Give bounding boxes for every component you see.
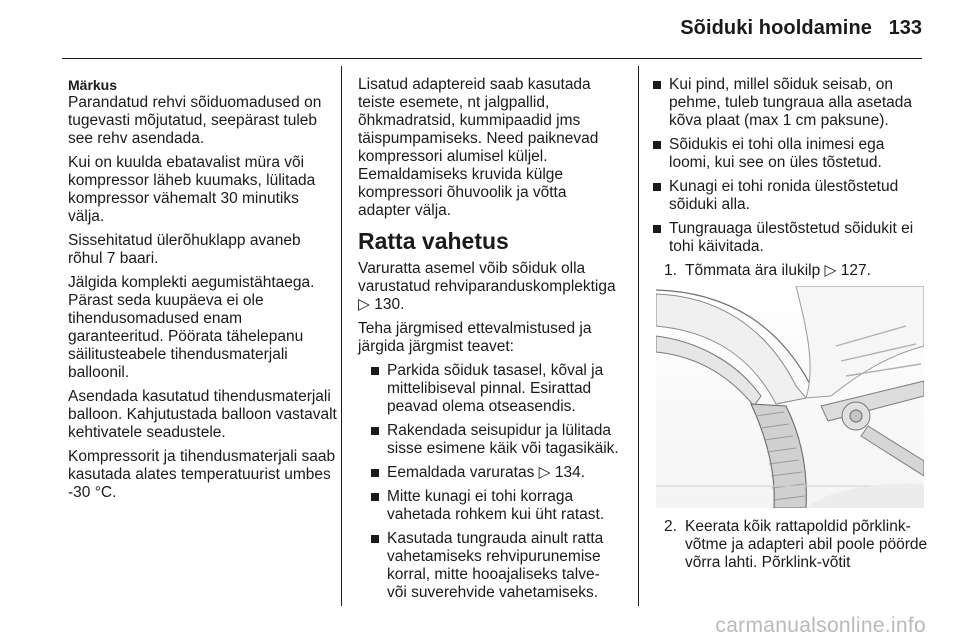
step-number: 2. — [664, 518, 677, 535]
list-item — [652, 220, 930, 256]
bullet-square-icon — [371, 535, 379, 543]
paragraph: Parandatud rehvi sõiduomadused on tugevasti mõjutatud, seepärast tuleb see rehv asendada. — [68, 94, 322, 147]
section-heading: Ratta vahetus — [358, 228, 509, 254]
note-title: Märkus — [68, 77, 118, 93]
page-header — [0, 0, 960, 62]
step-item — [652, 518, 930, 572]
bullet-square-icon — [653, 141, 661, 149]
bullet-square-icon — [653, 81, 661, 89]
bullet-square-icon — [371, 493, 379, 501]
paragraph: Kompressorit ja tihendusmaterjali saab kasutada alates temperatuurist umbes -30 °C. — [68, 448, 336, 501]
list-item-text: Sõidukis ei tohi olla inimesi ega loomi, kui see on üles tõstetud. — [669, 136, 885, 171]
step-list — [652, 262, 930, 280]
list-item — [370, 488, 623, 524]
list-item-text: Kunagi ei tohi ronida ülestõstetud sõiduki alla. — [669, 178, 899, 213]
step-list — [652, 518, 930, 572]
bullet-square-icon — [653, 225, 661, 233]
list-item-text: Tungrauaga ülestõstetud sõidukit ei tohi käivitada. — [669, 220, 914, 255]
list-item — [370, 362, 623, 416]
list-item — [370, 464, 623, 482]
column-2 — [358, 76, 623, 608]
bullet-list — [652, 76, 930, 256]
paragraph: Asendada kasutatud tihendusmaterjali balloon. Kahjutustada balloon vastavalt kehtivatele seadustele. — [68, 388, 337, 441]
column-divider-1 — [341, 66, 342, 606]
page-title: Sõiduki hooldamine — [680, 17, 872, 39]
paragraph: Jälgida komplekti aegumistähtaega. Pärast seda kuupäeva ei ole tihendusomadused enam garanteeritud. Pöörata tähelepanu säilitusteabele tihendusmaterjali balloonil. — [68, 274, 315, 381]
bullet-square-icon — [371, 427, 379, 435]
list-item-text: Eemaldada varuratas ▷ 134. — [387, 464, 586, 481]
column-divider-2 — [638, 66, 639, 606]
bullet-list — [358, 362, 623, 602]
list-item-text: Kasutada tungrauda ainult ratta vahetamiseks rehvipurunemise korral, mitte hooajaliseks talve- või suverehvide vahetamiseks. — [387, 530, 604, 601]
list-item — [652, 136, 930, 172]
watermark: carmanualsonline.info — [715, 614, 926, 637]
wheel-illustration — [656, 286, 924, 508]
list-item-text: Rakendada seisupidur ja lülitada sisse esimene käik või tagasikäik. — [387, 422, 619, 457]
list-item — [652, 76, 930, 130]
list-item — [370, 422, 623, 458]
header-divider — [62, 58, 922, 59]
paragraph: Varuratta asemel võib sõiduk olla varustatud rehviparanduskomplektiga ▷ 130. — [358, 260, 616, 313]
paragraph: Lisatud adaptereid saab kasutada teiste esemete, nt jalgpallid, õhkmadratsid, kummipaadid jms täispumpamiseks. Need paiknevad kompressori alumisel küljel. Eemaldamiseks kruvida külge kompressori õhuvoolik ja võtta adapter välja. — [358, 76, 599, 219]
paragraph: Teha järgmised ettevalmistused ja järgida järgmist teavet: — [358, 320, 592, 355]
bullet-square-icon — [653, 183, 661, 191]
page-number: 133 — [888, 17, 922, 39]
list-item-text: Kui pind, millel sõiduk seisab, on pehme, tuleb tungraua alla asetada kõva plaat (max 1 cm paksune). — [669, 76, 913, 129]
paragraph: Kui on kuulda ebatavalist müra või kompressor läheb kuumaks, lülitada kompressor vähemalt 30 minutiks välja. — [68, 154, 316, 225]
step-item — [652, 262, 930, 280]
step-text: Keerata kõik rattapoldid põrklink-võtme ja adapteri abil poole pöörde võrra lahti. Põrklink-võtit — [685, 518, 928, 571]
bullet-square-icon — [371, 367, 379, 375]
column-1 — [68, 76, 338, 508]
paragraph: Sissehitatud ülerõhuklapp avaneb rõhul 7 baari. — [68, 232, 301, 267]
step-number: 1. — [664, 262, 677, 279]
list-item — [370, 530, 623, 602]
list-item-text: Mitte kunagi ei tohi korraga vahetada rohkem kui üht ratast. — [387, 488, 605, 523]
step-text: Tõmmata ära ilukilp ▷ 127. — [685, 262, 871, 279]
column-3 — [652, 76, 930, 578]
list-item-text: Parkida sõiduk tasasel, kõval ja mittelibiseval pinnal. Esirattad peavad olema otseasendis. — [387, 362, 604, 415]
bullet-square-icon — [371, 469, 379, 477]
list-item — [652, 178, 930, 214]
